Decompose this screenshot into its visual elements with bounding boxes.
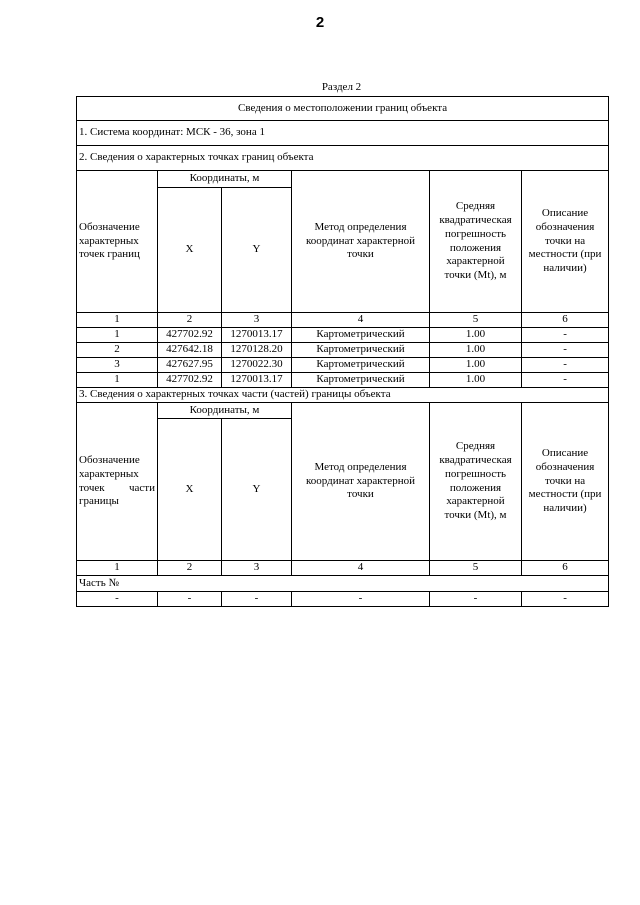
section2-header-row [77, 171, 609, 188]
header-error: Средняя квадратическая погрешность положения характерной точки (Mt), м [430, 403, 522, 561]
method: - [292, 592, 430, 607]
coord-x: 427702.92 [158, 328, 222, 343]
coord-y: 1270128.20 [222, 343, 292, 358]
description: - [522, 358, 609, 373]
description: - [522, 328, 609, 343]
part-number-row [77, 576, 609, 592]
table-row [77, 328, 609, 343]
col-number: 5 [430, 561, 522, 576]
column-numbers-row [77, 561, 609, 576]
coord-x: - [158, 592, 222, 607]
error: 1.00 [430, 328, 522, 343]
coord-x: 427627.95 [158, 358, 222, 373]
method: Картометрический [292, 373, 430, 388]
description: - [522, 373, 609, 388]
header-method: Метод определения координат характерной точки [292, 403, 430, 561]
column-numbers-row [77, 313, 609, 328]
coord-y: 1270022.30 [222, 358, 292, 373]
table-title: Сведения о местоположении границ объекта [77, 97, 609, 121]
point-designation: - [77, 592, 158, 607]
header-y: Y [222, 188, 292, 313]
point-designation: 1 [77, 328, 158, 343]
coord-x: 427702.92 [158, 373, 222, 388]
point-designation: 1 [77, 373, 158, 388]
error: 1.00 [430, 373, 522, 388]
col-number: 2 [158, 561, 222, 576]
col-number: 5 [430, 313, 522, 328]
method: Картометрический [292, 328, 430, 343]
col-number: 6 [522, 561, 609, 576]
header-description: Описание обозначения точки на местности (при наличии) [522, 403, 609, 561]
table-row [77, 373, 609, 388]
header-method: Метод определения координат характерной точки [292, 171, 430, 313]
part-label: Часть № [77, 576, 609, 592]
point-designation: 3 [77, 358, 158, 373]
header-designation: Обозначение характерных точек границ [77, 171, 158, 313]
col-number: 1 [77, 313, 158, 328]
header-x: X [158, 419, 222, 561]
section2-heading: 2. Сведения о характерных точках границ объекта [77, 146, 609, 171]
col-number: 2 [158, 313, 222, 328]
coord-y: 1270013.17 [222, 328, 292, 343]
section3-header-row [77, 403, 609, 419]
header-y: Y [222, 419, 292, 561]
col-number: 4 [292, 313, 430, 328]
coord-system-row [77, 121, 609, 146]
header-coordinates: Координаты, м [158, 171, 292, 188]
col-number: 1 [77, 561, 158, 576]
boundaries-table [76, 96, 609, 607]
section-title: Раздел 2 [321, 81, 362, 93]
header-x: X [158, 188, 222, 313]
header-designation: Обозначение характерных точек части границы [77, 403, 158, 561]
col-number: 4 [292, 561, 430, 576]
header-description: Описание обозначения точки на местности (при наличии) [522, 171, 609, 313]
description: - [522, 343, 609, 358]
col-number: 6 [522, 313, 609, 328]
col-number: 3 [222, 561, 292, 576]
page-number: 2 [315, 14, 325, 31]
description: - [522, 592, 609, 607]
coord-x: 427642.18 [158, 343, 222, 358]
section2-heading-row [77, 146, 609, 171]
table-title-row [77, 97, 609, 121]
header-coordinates: Координаты, м [158, 403, 292, 419]
section3-heading-row [77, 388, 609, 403]
coord-y: 1270013.17 [222, 373, 292, 388]
error: - [430, 592, 522, 607]
error: 1.00 [430, 358, 522, 373]
table-row [77, 358, 609, 373]
header-error: Средняя квадратическая погрешность положения характерной точки (Mt), м [430, 171, 522, 313]
point-designation: 2 [77, 343, 158, 358]
coord-system: 1. Система координат: МСК - 36, зона 1 [77, 121, 609, 146]
method: Картометрический [292, 358, 430, 373]
col-number: 3 [222, 313, 292, 328]
coord-y: - [222, 592, 292, 607]
method: Картометрический [292, 343, 430, 358]
table-row [77, 592, 609, 607]
section3-heading: 3. Сведения о характерных точках части (частей) границы объекта [77, 388, 609, 403]
error: 1.00 [430, 343, 522, 358]
table-row [77, 343, 609, 358]
